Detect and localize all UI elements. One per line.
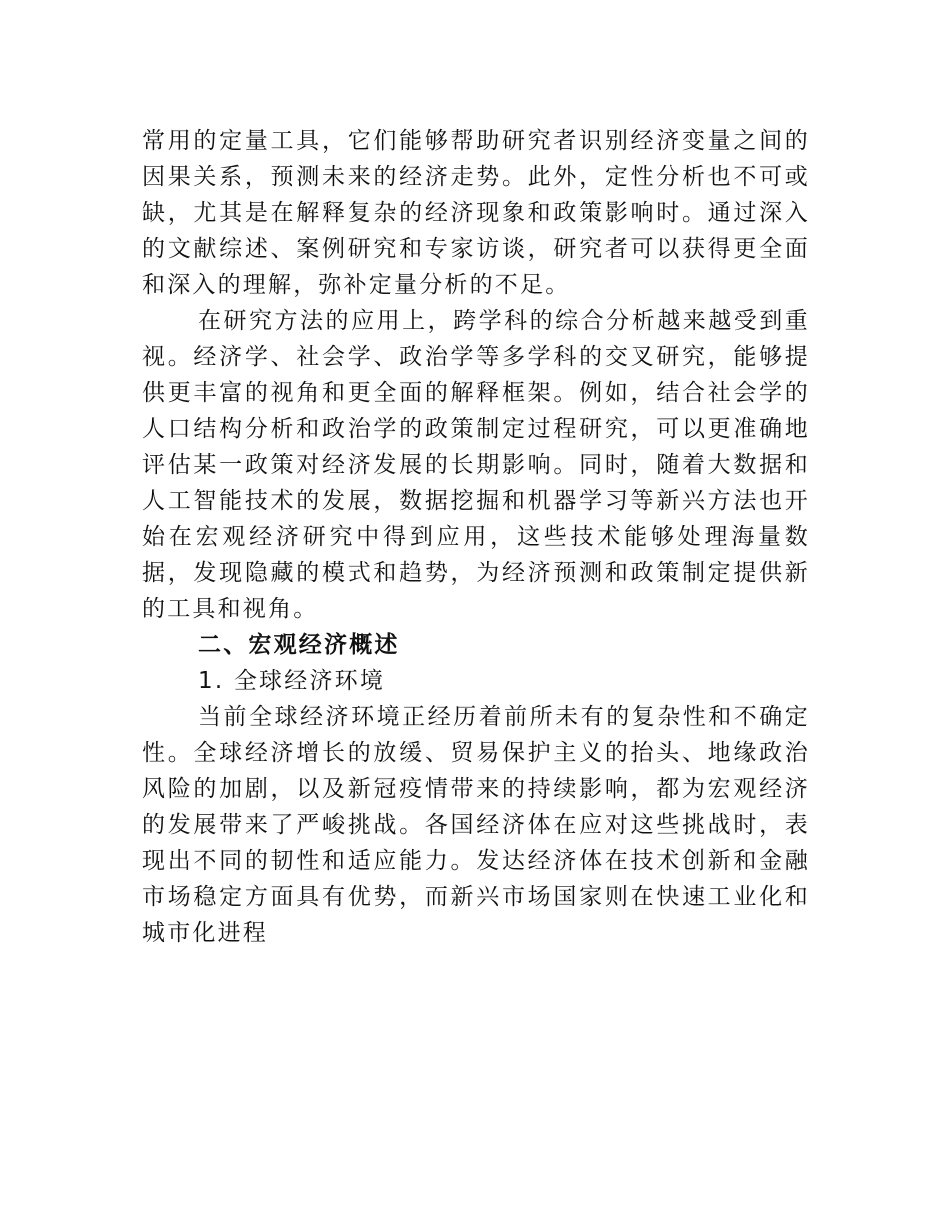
subsection-heading: 1. 全球经济环境 [198, 668, 386, 694]
paragraph-global-economy: 当前全球经济环境正经历着前所未有的复杂性和不确定性。全球经济增长的放缓、贸易保护主义的抬头、地缘政治风险的加剧，以及新冠疫情带来的持续影响，都为宏观经济的发展带来了严峻挑战。各国经济体在应对这些挑战时，表现出不同的韧性和适应能力。发达经济体在技术创新和金融市场稳定方面具有优势，而新兴市场国家则在快速工业化和城市化进程 [142, 704, 810, 946]
document-page [142, 123, 810, 951]
paragraph-research-methods: 在研究方法的应用上，跨学科的综合分析越来越受到重视。经济学、社会学、政治学等多学科的交叉研究，能够提供更丰富的视角和更全面的解释框架。例如，结合社会学的人口结构分析和政治学的政策制定过程研究，可以更准确地评估某一政策对经济发展的长期影响。同时，随着大数据和人工智能技术的发展，数据挖掘和机器学习等新兴方法也开始在宏观经济研究中得到应用，这些技术能够处理海量数据，发现隐藏的模式和趋势，为经济预测和政策制定提供新的工具和视角。 [142, 308, 810, 622]
section-heading: 二、宏观经济概述 [198, 632, 400, 658]
paragraph-continued: 常用的定量工具，它们能够帮助研究者识别经济变量之间的因果关系，预测未来的经济走势。此外，定性分析也不可或缺，尤其是在解释复杂的经济现象和政策影响时。通过深入的文献综述、案例研究和专家访谈，研究者可以获得更全面和深入的理解，弥补定量分析的不足。 [142, 128, 810, 298]
